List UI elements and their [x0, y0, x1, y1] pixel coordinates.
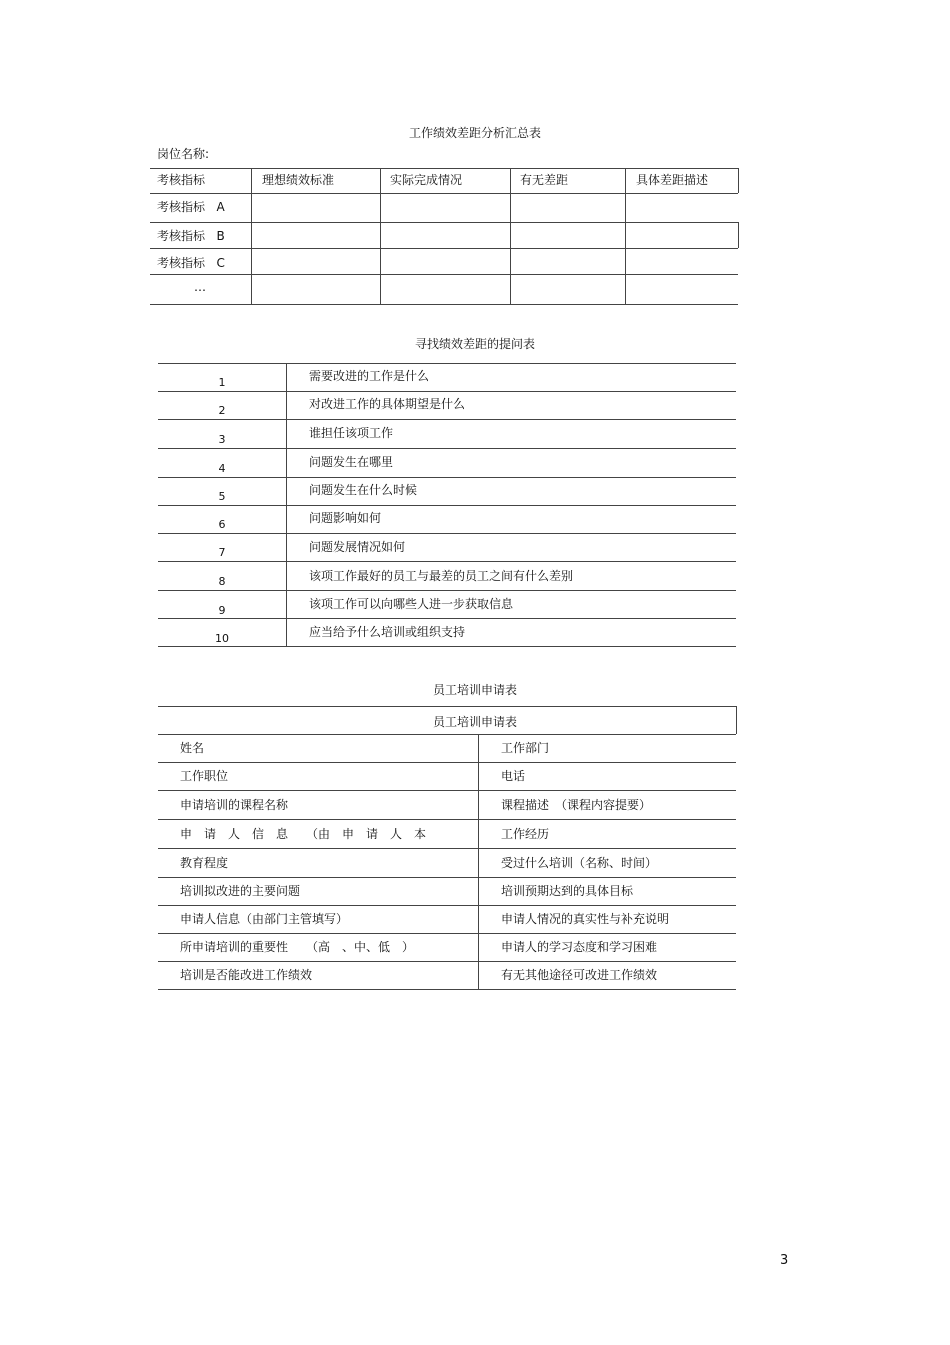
- header-ideal-standard: 理想绩效标准: [262, 173, 335, 187]
- row-ellipsis: …: [194, 280, 206, 294]
- question-text: 问题发展情况如何: [309, 540, 406, 554]
- header-actual-completion: 实际完成情况: [390, 173, 463, 187]
- field-importance: 所申请培训的重要性 （高 、中、低 ）: [180, 940, 415, 954]
- question-number: 5: [218, 490, 226, 503]
- row-letter: C: [216, 256, 225, 270]
- field-work-experience: 工作经历: [501, 827, 550, 841]
- question-number: 2: [218, 404, 226, 417]
- question-text: 问题发生在什么时候: [309, 483, 418, 497]
- question-number: 1: [218, 376, 226, 389]
- field-education: 教育程度: [180, 856, 229, 870]
- field-name: 姓名: [180, 741, 205, 755]
- question-number: 10: [215, 632, 229, 645]
- training-title: 员工培训申请表: [432, 683, 517, 697]
- field-improves-performance: 培训是否能改进工作绩效: [180, 968, 313, 982]
- question-text: 应当给予什么培训或组织支持: [309, 625, 466, 639]
- header-has-gap: 有无差距: [520, 173, 569, 187]
- field-other-ways: 有无其他途径可改进工作绩效: [501, 968, 658, 982]
- row-letter: B: [216, 229, 225, 243]
- header-indicator: 考核指标: [157, 173, 206, 187]
- page-number: 3: [780, 1253, 789, 1268]
- field-supervisor-info: 申请人信息（由部门主管填写）: [180, 912, 349, 926]
- field-expected-goals: 培训预期达到的具体目标: [501, 884, 634, 898]
- row-indicator-a: [157, 200, 225, 214]
- question-text: 对改进工作的具体期望是什么: [309, 397, 466, 411]
- field-authenticity-notes: 申请人情况的真实性与补充说明: [501, 912, 670, 926]
- field-problems-to-improve: 培训拟改进的主要问题: [180, 884, 301, 898]
- field-course-description: 课程描述 （课程内容提要）: [501, 798, 652, 812]
- row-name: 考核指标: [157, 256, 206, 270]
- field-course-name: 申请培训的课程名称: [180, 798, 289, 812]
- field-past-training: 受过什么培训（名称、时间）: [501, 856, 658, 870]
- question-number: 4: [218, 462, 226, 475]
- question-number: 3: [218, 433, 226, 446]
- row-name: 考核指标: [157, 200, 206, 214]
- question-text: 谁担任该项工作: [309, 426, 394, 440]
- gap-summary-title: 工作绩效差距分析汇总表: [408, 126, 541, 140]
- post-name-label: 岗位名称:: [157, 147, 210, 161]
- field-applicant-info: 申 请 人 信 息 （由 申 请 人 本: [180, 827, 427, 841]
- row-indicator-c: [157, 256, 225, 270]
- question-text: 该项工作最好的员工与最差的员工之间有什么差别: [309, 569, 574, 583]
- question-number: 9: [218, 604, 226, 617]
- question-text: 问题影响如何: [309, 511, 382, 525]
- question-number: 8: [218, 575, 226, 588]
- field-department: 工作部门: [501, 741, 550, 755]
- field-learning-attitude: 申请人的学习态度和学习困难: [501, 940, 658, 954]
- question-text: 问题发生在哪里: [309, 455, 394, 469]
- question-number: 6: [218, 518, 226, 531]
- questions-title: 寻找绩效差距的提问表: [414, 337, 535, 351]
- question-text: 需要改进的工作是什么: [309, 369, 430, 383]
- question-number: 7: [218, 546, 226, 559]
- row-indicator-b: [157, 229, 225, 243]
- field-position: 工作职位: [180, 769, 229, 783]
- header-gap-description: 具体差距描述: [636, 173, 709, 187]
- row-name: 考核指标: [157, 229, 206, 243]
- row-letter: A: [216, 200, 225, 214]
- field-phone: 电话: [501, 769, 526, 783]
- question-text: 该项工作可以向哪些人进一步获取信息: [309, 597, 514, 611]
- training-header: 员工培训申请表: [432, 715, 517, 729]
